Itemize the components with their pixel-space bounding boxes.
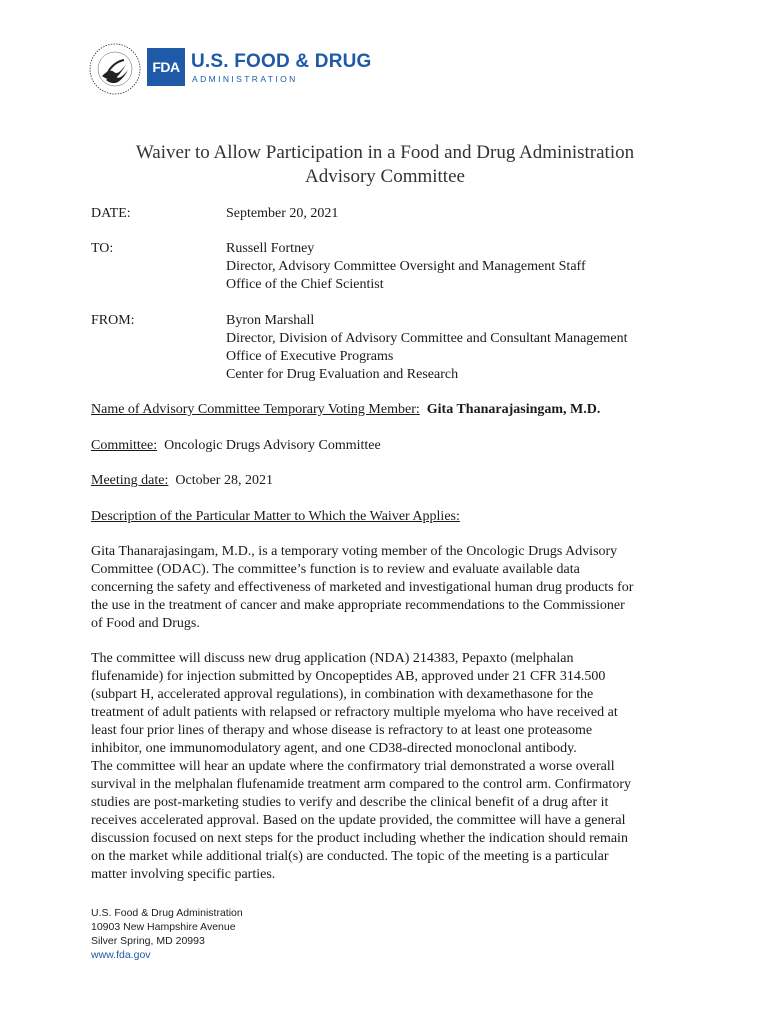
from-line: Center for Drug Evaluation and Research bbox=[226, 367, 459, 382]
from-block bbox=[226, 312, 628, 384]
agency-subtitle: ADMINISTRATION bbox=[192, 74, 298, 84]
member-line bbox=[91, 401, 691, 419]
paragraph-line: treatment of adult patients with relapsed or refractory multiple myeloma who have received at bbox=[91, 705, 618, 720]
agency-name: U.S. FOOD & DRUG bbox=[191, 51, 372, 72]
paragraph-line: (subpart H, accelerated approval regulations), in combination with dexamethasone for the bbox=[91, 687, 594, 702]
committee-label: Committee: bbox=[91, 438, 158, 453]
paragraph-line: Gita Thanarajasingam, M.D., is a temporary voting member of the Oncologic Drugs Advisory bbox=[91, 544, 618, 559]
from-label: FROM: bbox=[91, 313, 135, 328]
title-line-1: Waiver to Allow Participation in a Food and Drug Administration bbox=[135, 142, 635, 163]
committee-line bbox=[91, 437, 691, 455]
paragraph-line: The committee will discuss new drug application (NDA) 214383, Pepaxto (melphalan bbox=[91, 651, 574, 666]
paragraph-line: on the market while additional trial(s) are conducted. The topic of the meeting is a particular bbox=[91, 849, 609, 864]
date-label: DATE: bbox=[91, 206, 131, 221]
description-heading: Description of the Particular Matter to Which the Waiver Applies: bbox=[91, 509, 460, 524]
paragraph-line: receives accelerated approval. Based on the update provided, the committee will have a general bbox=[91, 813, 626, 828]
fda-logo-header bbox=[88, 40, 408, 96]
to-line: Office of the Chief Scientist bbox=[226, 277, 384, 292]
meeting-line bbox=[91, 472, 691, 490]
fda-logo-box: FDA bbox=[147, 48, 185, 86]
paragraph-line: Committee (ODAC). The committee’s function is to review and evaluate available data bbox=[91, 562, 580, 577]
paragraph-line: studies are post-marketing studies to verify and describe the clinical benefit of a drug after it bbox=[91, 795, 609, 810]
from-line: Director, Division of Advisory Committee and Consultant Management bbox=[226, 331, 628, 346]
paragraph-line: discussion focused on next steps for the product including whether the indication should remain bbox=[91, 831, 628, 846]
paragraph-1 bbox=[91, 543, 691, 633]
member-label: Name of Advisory Committee Temporary Voting Member: bbox=[91, 402, 420, 417]
footer-website-link[interactable]: www.fda.gov bbox=[91, 949, 151, 961]
paragraph-line: The committee will hear an update where the confirmatory trial demonstrated a worse overall bbox=[91, 759, 615, 774]
date-value: September 20, 2021 bbox=[226, 206, 339, 221]
to-label: TO: bbox=[91, 241, 114, 256]
paragraph-line: inhibitor, one immunomodulatory agent, and one CD38-directed monoclonal antibody. bbox=[91, 741, 577, 756]
document-title bbox=[60, 141, 710, 189]
to-line: Director, Advisory Committee Oversight and Management Staff bbox=[226, 259, 586, 274]
footer-street: 10903 New Hampshire Avenue bbox=[91, 921, 236, 933]
from-line: Office of Executive Programs bbox=[226, 349, 394, 364]
paragraph-line: of Food and Drugs. bbox=[91, 616, 200, 631]
to-block bbox=[226, 240, 586, 294]
paragraph-line: concerning the safety and effectiveness of marketed and investigational human drug products for bbox=[91, 580, 634, 595]
meeting-label: Meeting date: bbox=[91, 473, 169, 488]
paragraph-line: matter involving specific parties. bbox=[91, 867, 276, 882]
footer-city: Silver Spring, MD 20993 bbox=[91, 935, 205, 947]
paragraph-line: flufenamide) for injection submitted by Oncopeptides AB, approved under 21 CFR 314.500 bbox=[91, 669, 606, 684]
paragraph-line: survival in the melphalan flufenamide treatment arm compared to the control arm. Confirmatory bbox=[91, 777, 631, 792]
paragraph-line: the use in the treatment of cancer and make appropriate recommendations to the Commissioner bbox=[91, 598, 625, 613]
committee-name: Oncologic Drugs Advisory Committee bbox=[164, 438, 381, 453]
from-line: Byron Marshall bbox=[226, 313, 315, 328]
footer-agency: U.S. Food & Drug Administration bbox=[91, 907, 243, 919]
paragraph-2 bbox=[91, 650, 691, 884]
title-line-2: Advisory Committee bbox=[305, 166, 465, 187]
footer-address bbox=[91, 906, 243, 962]
hhs-seal-icon bbox=[88, 42, 142, 96]
paragraph-line: least four prior lines of therapy and whose disease is refractory to at least one proteasome bbox=[91, 723, 593, 738]
member-name: Gita Thanarajasingam, M.D. bbox=[426, 402, 601, 417]
meeting-date: October 28, 2021 bbox=[175, 473, 273, 488]
to-line: Russell Fortney bbox=[226, 241, 315, 256]
